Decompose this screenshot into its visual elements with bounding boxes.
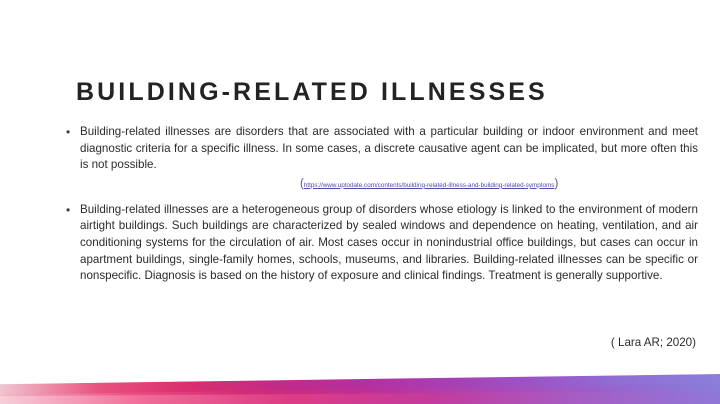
page-title: BUILDING-RELATED ILLNESSES (76, 78, 548, 106)
link-open-paren: ( (300, 177, 304, 190)
list-item (66, 202, 698, 285)
bullet-icon: • (66, 202, 71, 217)
uptodate-reference-link[interactable]: https://www.uptodate.com/contents/building-related-illness-and-building-related-symptoms (303, 181, 555, 189)
decorative-bottom-band (0, 374, 720, 404)
slide-body (66, 124, 698, 285)
link-close-paren: ) (554, 177, 559, 190)
reference-link-line (66, 177, 698, 193)
list-item (66, 124, 698, 174)
paragraph-text: Building-related illnesses are disorders that are associated with a particular building or indoor environment and meet diagnostic criteria for a specific illness. In some cases, a discrete causative agent can be implicated, but more often this is not possible. (80, 125, 698, 172)
bullet-icon: • (66, 125, 71, 139)
source-citation: ( Lara AR; 2020) (610, 336, 696, 349)
paragraph-text: Building-related illnesses are a heterogeneous group of disorders whose etiology is linked to the environment of modern airtight buildings. Such buildings are characterized by sealed windows and dependence on heating, ventilation, and air conditioning systems for the circulation of air. Most cases occur in nonindustrial office buildings, but cases can occur in apartment buildings, single-family homes, schools, museums, and libraries. Building-related illnesses can be specific or nonspecific. Diagnosis is based on the history of exposure and clinical findings. Treatment is generally supportive. (80, 202, 698, 283)
